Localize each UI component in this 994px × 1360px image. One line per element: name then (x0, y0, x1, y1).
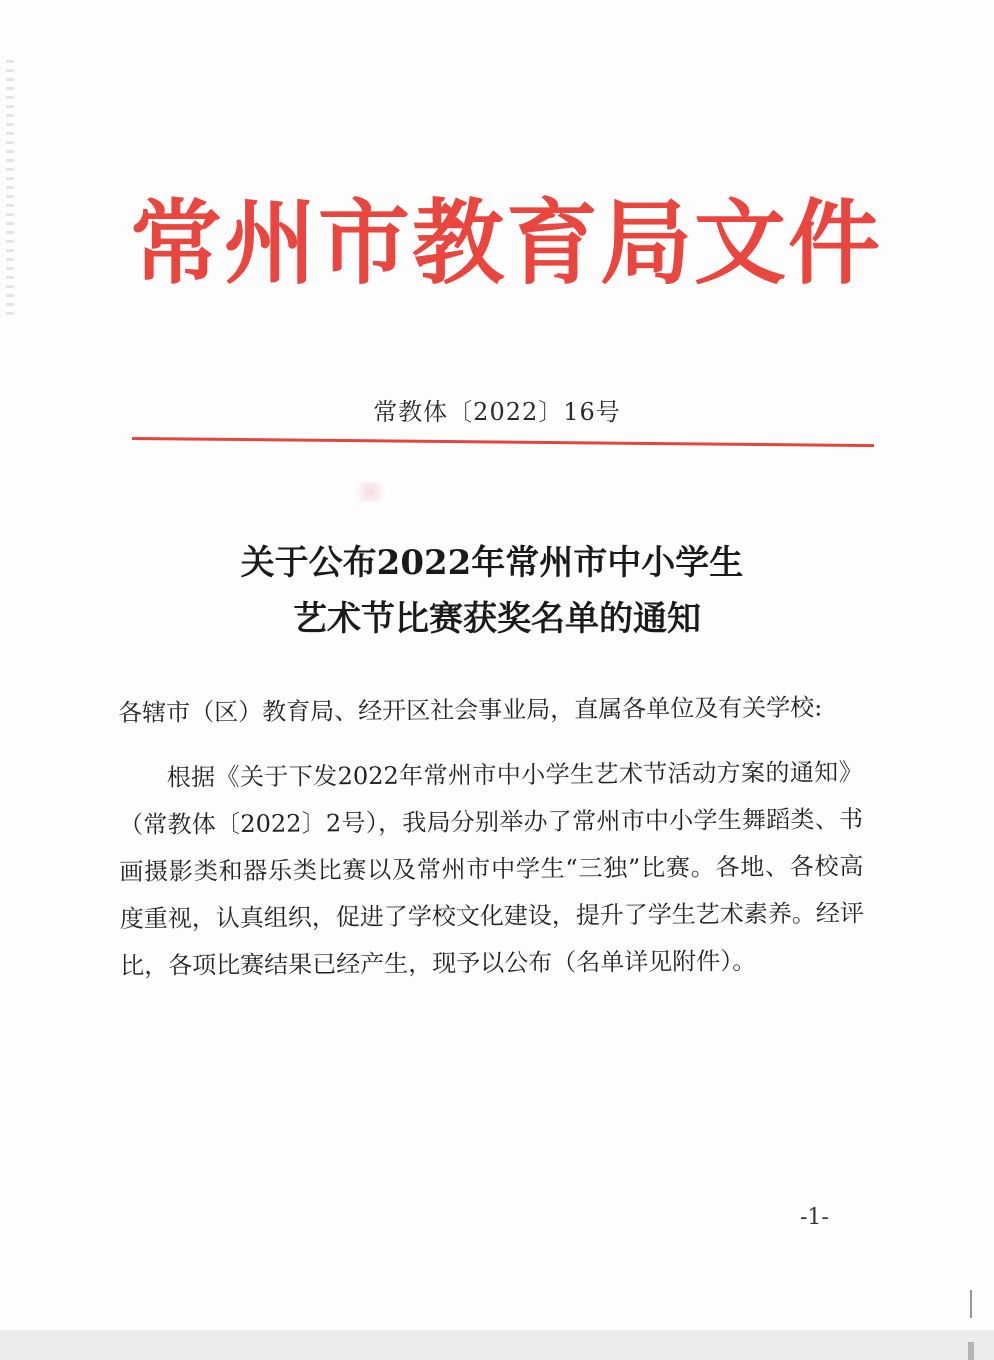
scan-edge-tick (968, 1342, 974, 1360)
salutation: 各辖市（区）教育局、经开区社会事业局，直属各单位及有关学校: (118, 693, 823, 727)
red-separator-rule (132, 437, 874, 447)
page-number: -1- (800, 1205, 829, 1230)
issuer-header-title: 常州市教育局文件 (130, 189, 883, 297)
document-body (118, 684, 864, 990)
notice-title (0, 535, 994, 647)
scan-edge-artifact (6, 60, 14, 320)
page-bottom-band (0, 1330, 994, 1360)
scan-edge-line (970, 1290, 972, 1318)
document-number: 常教体〔2022〕16号 (373, 398, 621, 426)
notice-title-line-2: 艺术节比赛获奖名单的通知 (293, 599, 701, 639)
body-paragraph: 根据《关于下发2022年常州市中小学生艺术节活动方案的通知》（常教体〔2022〕2号），我局分别举办了常州市中小学生舞蹈类、书画摄影类和器乐类比赛以及常州市中学生“三独”比赛。各地、各校高度重视，认真组织，促进了学校文化建设，提升了学生艺术素养。经评比，各项比赛结果已经产生，现予以公布（名单详见附件）。 (118, 758, 864, 980)
faint-stamp-mark (350, 482, 390, 502)
notice-title-line-1: 关于公布2022年常州市中小学生 (240, 543, 744, 583)
